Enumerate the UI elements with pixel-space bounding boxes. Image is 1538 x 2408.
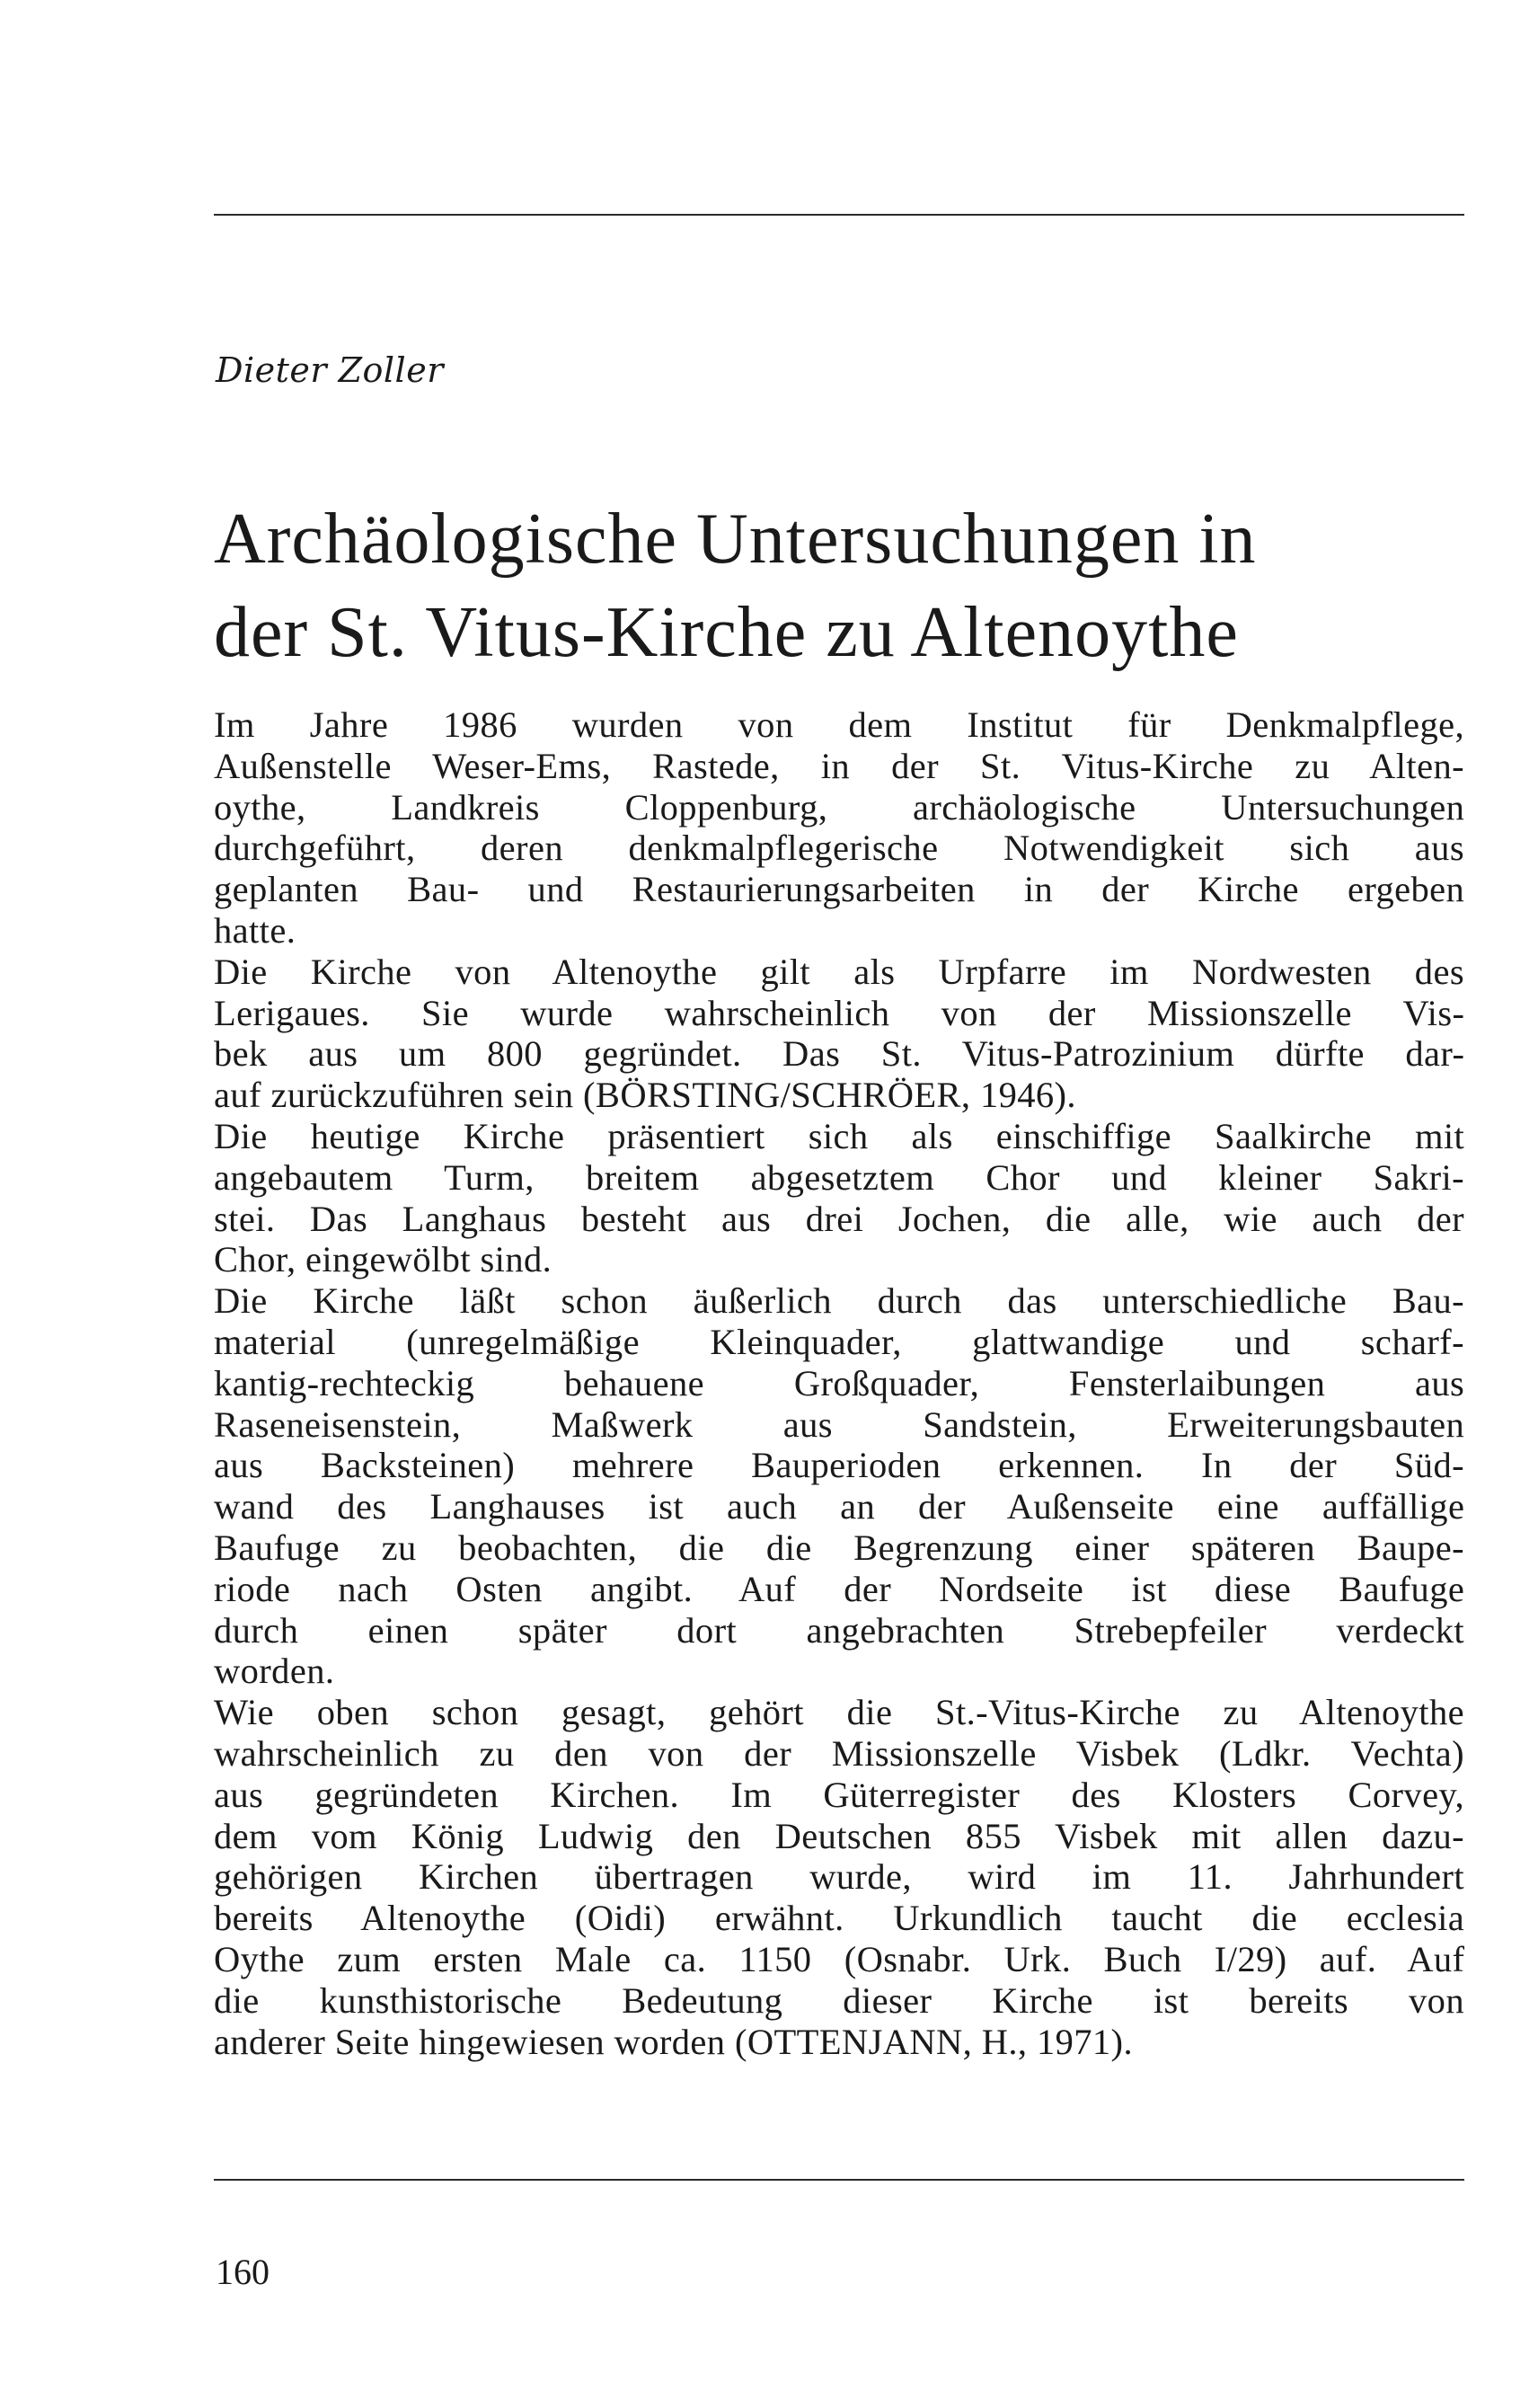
text-line: geplanten Bau- und Restaurierungsarbeiten in der Kirche ergeben	[214, 869, 1465, 910]
text-line: wand des Langhauses ist auch an der Außenseite eine auffällige	[214, 1486, 1465, 1527]
page-number: 160	[216, 2252, 270, 2292]
text-line: Oythe zum ersten Male ca. 1150 (Osnabr. Urk. Buch I/29) auf. Auf	[214, 1938, 1465, 1979]
title-line: Archäologische Untersuchungen in	[214, 500, 1257, 579]
text-line: worden.	[214, 1651, 335, 1692]
bottom-rule	[214, 2179, 1464, 2181]
paragraph	[214, 704, 1464, 952]
text-line: durchgeführt, deren denkmalpflegerische Notwendigkeit sich aus	[214, 828, 1464, 869]
text-line: Die Kirche von Altenoythe gilt als Urpfarre im Nordwesten des	[214, 951, 1464, 992]
text-line: Wie oben schon gesagt, gehört die St.-Vitus-Kirche zu Altenoythe	[214, 1692, 1464, 1733]
text-line: kantig-rechteckig behauene Großquader, Fensterlaibungen aus	[214, 1362, 1465, 1403]
text-line: durch einen später dort angebrachten Strebepfeiler verdeckt	[214, 1609, 1464, 1651]
text-line: aus gegründeten Kirchen. Im Güterregister des Klosters Corvey,	[214, 1774, 1464, 1815]
text-line: Im Jahre 1986 wurden von dem Institut für Denkmalpflege,	[214, 704, 1464, 745]
text-line: hatte.	[214, 909, 296, 951]
text-line: Raseneisenstein, Maßwerk aus Sandstein, Erweiterungsbauten	[214, 1403, 1465, 1445]
paragraph	[214, 1692, 1464, 2062]
text-line: wahrscheinlich zu den von der Missionszelle Visbek (Ldkr. Vechta)	[214, 1732, 1464, 1774]
text-line: bek aus um 800 gegründet. Das St. Vitus-Patrozinium dürfte dar-	[214, 1033, 1465, 1075]
text-line: anderer Seite hingewiesen worden (OTTENJANN, H., 1971).	[214, 2021, 1133, 2062]
paragraph	[214, 1280, 1464, 1692]
text-line: material (unregelmäßige Kleinquader, glattwandige und scharf-	[214, 1321, 1464, 1362]
text-line: Die heutige Kirche präsentiert sich als einschiffige Saalkirche mit	[214, 1115, 1465, 1156]
text-line: auf zurückzuführen sein (BÖRSTING/SCHRÖER, 1946).	[214, 1075, 1076, 1116]
text-line: angebautem Turm, breitem abgesetztem Chor und kleiner Sakri-	[214, 1156, 1464, 1198]
text-line: oythe, Landkreis Cloppenburg, archäologische Untersuchungen	[214, 786, 1465, 828]
text-line: dem vom König Ludwig den Deutschen 855 Visbek mit allen dazu-	[214, 1815, 1465, 1856]
paragraph	[214, 1116, 1464, 1280]
text-line: aus Backsteinen) mehrere Bauperioden erkennen. In der Süd-	[214, 1445, 1464, 1486]
title-line: der St. Vitus-Kirche zu Altenoythe	[214, 593, 1239, 672]
text-line: bereits Altenoythe (Oidi) erwähnt. Urkundlich taucht die ecclesia	[214, 1898, 1465, 1939]
text-line: Außenstelle Weser-Ems, Rastede, in der St. Vitus-Kirche zu Alten-	[214, 745, 1464, 786]
author-name: Dieter Zoller	[216, 350, 444, 390]
top-rule	[214, 214, 1464, 216]
text-line: die kunsthistorische Bedeutung dieser Kirche ist bereits von	[214, 1979, 1464, 2021]
article-title	[214, 492, 1472, 679]
text-line: Die Kirche läßt schon äußerlich durch das unterschiedliche Bau-	[214, 1280, 1465, 1322]
text-line: Chor, eingewölbt sind.	[214, 1239, 552, 1280]
text-line: gehörigen Kirchen übertragen wurde, wird im 11. Jahrhundert	[214, 1856, 1464, 1898]
paragraph	[214, 952, 1464, 1116]
text-line: Lerigaues. Sie wurde wahrscheinlich von der Missionszelle Vis-	[214, 992, 1465, 1033]
text-line: stei. Das Langhaus besteht aus drei Jochen, die alle, wie auch der	[214, 1198, 1464, 1239]
article-body	[214, 704, 1464, 2062]
text-line: riode nach Osten angibt. Auf der Nordseite ist diese Baufuge	[214, 1568, 1465, 1609]
text-line: Baufuge zu beobachten, die die Begrenzung einer späteren Baupe-	[214, 1527, 1464, 1568]
